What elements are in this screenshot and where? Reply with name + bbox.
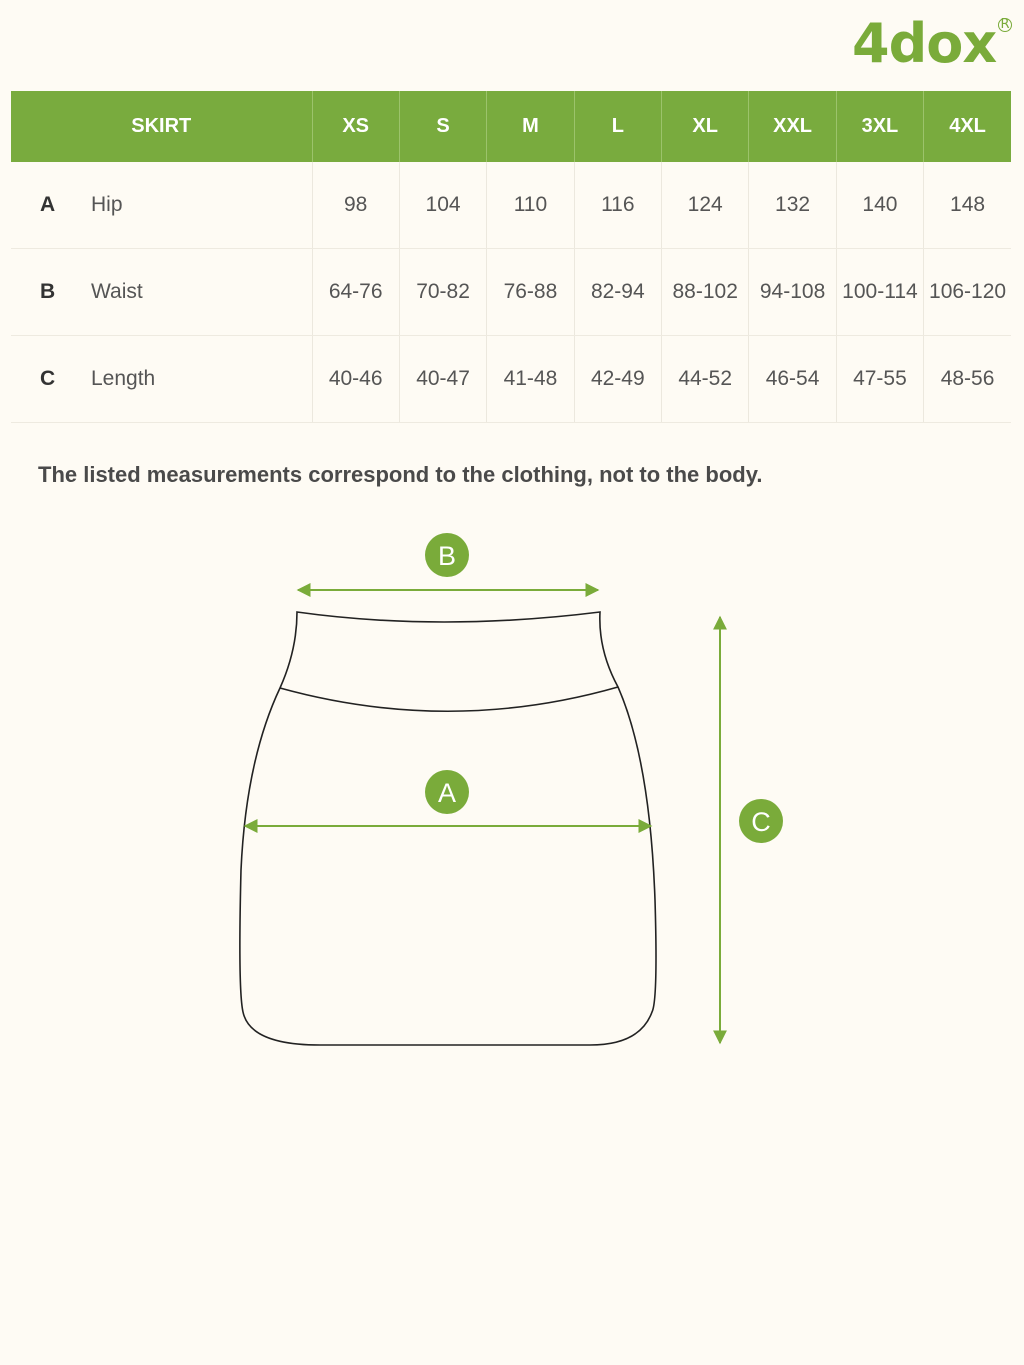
table-cell: 47-55 (836, 336, 923, 423)
table-cell: 124 (662, 162, 749, 249)
length-label: C (751, 807, 771, 837)
table-cell: 100-114 (836, 249, 923, 336)
size-chart-table (11, 91, 1011, 423)
row-letter: A (11, 162, 77, 249)
row-name: Waist (77, 249, 312, 336)
table-cell: 98 (312, 162, 399, 249)
row-name: Length (77, 336, 312, 423)
table-cell: 110 (487, 162, 574, 249)
hip-label: A (437, 778, 457, 808)
row-letter: C (11, 336, 77, 423)
table-cell: 140 (836, 162, 923, 249)
table-cell: 64-76 (312, 249, 399, 336)
size-header: S (399, 91, 486, 162)
logo-text: 4dox (852, 12, 997, 75)
size-header: 3XL (836, 91, 923, 162)
size-header: XS (312, 91, 399, 162)
table-cell: 104 (399, 162, 486, 249)
size-header: XXL (749, 91, 836, 162)
table-cell: 70-82 (399, 249, 486, 336)
table-row (11, 336, 1011, 423)
garment-header: SKIRT (11, 91, 312, 162)
table-cell: 42-49 (574, 336, 661, 423)
table-cell: 106-120 (924, 249, 1011, 336)
table-cell: 48-56 (924, 336, 1011, 423)
table-cell: 132 (749, 162, 836, 249)
size-header: 4XL (924, 91, 1011, 162)
table-cell: 88-102 (662, 249, 749, 336)
measurement-note: The listed measurements correspond to the clothing, not to the body. (38, 462, 763, 487)
size-header: XL (662, 91, 749, 162)
table-cell: 44-52 (662, 336, 749, 423)
table-cell: 46-54 (749, 336, 836, 423)
registered-mark-icon: R (998, 18, 1012, 32)
table-cell: 94-108 (749, 249, 836, 336)
table-row (11, 162, 1011, 249)
table-row (11, 249, 1011, 336)
table-cell: 148 (924, 162, 1011, 249)
brand-logo (852, 12, 1016, 76)
skirt-outline (240, 612, 656, 1045)
table-cell: 40-47 (399, 336, 486, 423)
table-cell: 40-46 (312, 336, 399, 423)
table-cell: 76-88 (487, 249, 574, 336)
row-name: Hip (77, 162, 312, 249)
skirt-diagram (0, 520, 1024, 1080)
table-cell: 116 (574, 162, 661, 249)
waist-label: B (437, 541, 457, 571)
row-letter: B (11, 249, 77, 336)
table-header-row (11, 91, 1011, 162)
size-header: M (487, 91, 574, 162)
table-cell: 41-48 (487, 336, 574, 423)
table-cell: 82-94 (574, 249, 661, 336)
size-header: L (574, 91, 661, 162)
